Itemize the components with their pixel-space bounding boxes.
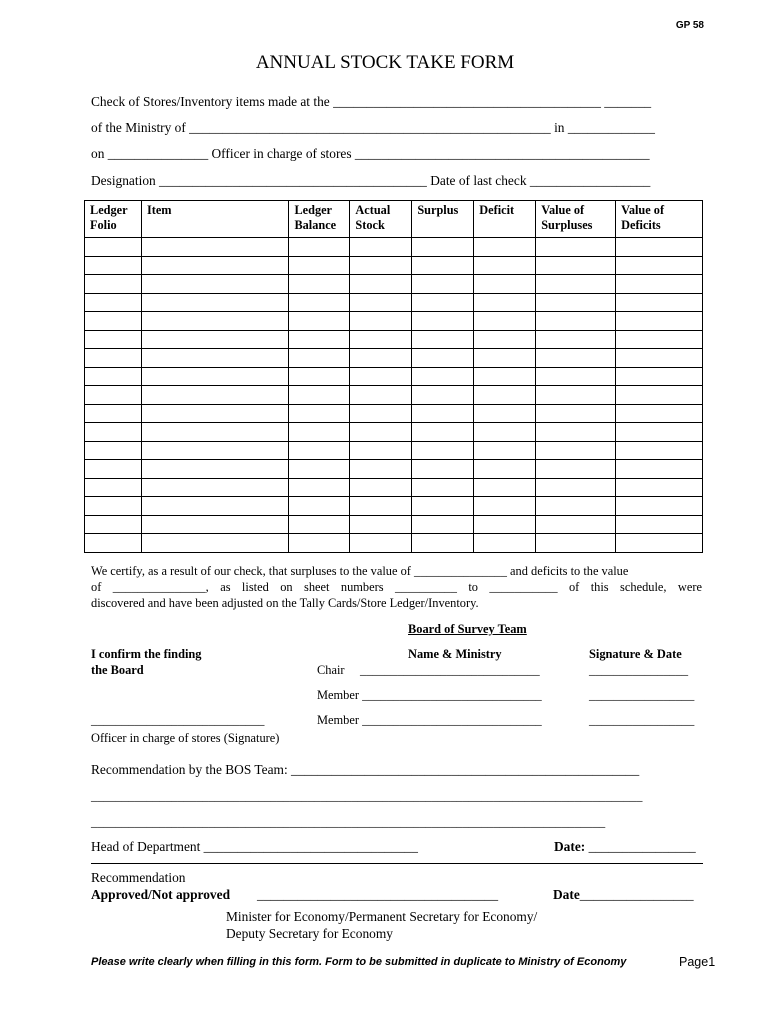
table-cell[interactable]	[141, 349, 289, 368]
table-cell[interactable]	[350, 423, 412, 442]
table-cell[interactable]	[474, 330, 536, 349]
table-cell[interactable]	[412, 404, 474, 423]
approved-label: Approved/Not approved	[91, 887, 231, 902]
table-cell[interactable]	[350, 293, 412, 312]
member2-signature-field[interactable]: _________________	[589, 713, 695, 727]
table-cell[interactable]	[141, 330, 289, 349]
table-row	[85, 497, 703, 516]
table-cell[interactable]	[350, 330, 412, 349]
col-deficit: Deficit	[474, 201, 536, 238]
col-name-ministry: Name & Ministry	[408, 647, 502, 661]
table-cell[interactable]	[474, 404, 536, 423]
footer-note: Please write clearly when filling in this form. Form to be submitted in duplicate to Ministry of Economy	[91, 956, 627, 968]
table-cell[interactable]	[289, 515, 350, 534]
member1-field[interactable]: Member _____________________________	[317, 688, 542, 702]
table-cell[interactable]	[616, 312, 703, 331]
table-cell[interactable]	[289, 478, 350, 497]
table-row	[85, 423, 703, 442]
table-cell[interactable]	[536, 367, 616, 386]
approval-date-label: Date	[553, 887, 580, 902]
approved-signature-field[interactable]: ____________________________________	[257, 887, 499, 902]
table-cell[interactable]	[412, 515, 474, 534]
officer-signature-field[interactable]: ____________________________	[91, 713, 265, 727]
table-cell[interactable]	[474, 275, 536, 294]
table-cell[interactable]	[616, 330, 703, 349]
table-row	[85, 534, 703, 553]
table-cell[interactable]	[350, 478, 412, 497]
table-cell[interactable]	[412, 238, 474, 257]
member2-field[interactable]: Member _____________________________	[317, 713, 542, 727]
section-divider	[91, 863, 703, 864]
table-cell[interactable]	[85, 330, 142, 349]
table-cell[interactable]	[141, 441, 289, 460]
table-row	[85, 349, 703, 368]
table-cell[interactable]	[85, 386, 142, 405]
bos-heading: Board of Survey Team	[408, 622, 527, 636]
table-cell[interactable]	[85, 497, 142, 516]
table-cell[interactable]	[474, 256, 536, 275]
signatory-line-2: Deputy Secretary for Economy	[226, 926, 393, 941]
recommendation-field[interactable]: Recommendation by the BOS Team: ____________________________________________________	[91, 762, 640, 777]
table-cell[interactable]	[412, 478, 474, 497]
col-surplus: Surplus	[412, 201, 474, 238]
table-cell[interactable]	[412, 386, 474, 405]
table-cell[interactable]	[141, 386, 289, 405]
table-cell[interactable]	[85, 441, 142, 460]
table-cell[interactable]	[350, 349, 412, 368]
table-cell[interactable]	[350, 256, 412, 275]
header-line-location[interactable]: Check of Stores/Inventory items made at the ________________________________________ _______	[91, 94, 652, 109]
table-cell[interactable]	[536, 330, 616, 349]
table-row	[85, 256, 703, 275]
table-cell[interactable]	[289, 534, 350, 553]
table-cell[interactable]	[350, 367, 412, 386]
table-cell[interactable]	[412, 330, 474, 349]
table-cell[interactable]	[474, 423, 536, 442]
table-cell[interactable]	[141, 515, 289, 534]
table-cell[interactable]	[616, 293, 703, 312]
hod-date-label: Date:	[554, 839, 586, 854]
table-cell[interactable]	[289, 275, 350, 294]
table-cell[interactable]	[289, 386, 350, 405]
table-cell[interactable]	[85, 478, 142, 497]
chair-signature-field[interactable]: ________________	[589, 663, 689, 677]
table-cell[interactable]	[85, 515, 142, 534]
table-cell[interactable]	[412, 423, 474, 442]
table-cell[interactable]	[141, 534, 289, 553]
table-row	[85, 238, 703, 257]
table-cell[interactable]	[616, 238, 703, 257]
table-cell[interactable]	[536, 386, 616, 405]
member1-signature-field[interactable]: _________________	[589, 688, 695, 702]
table-cell[interactable]	[289, 238, 350, 257]
table-cell[interactable]	[289, 312, 350, 331]
table-header-row	[85, 201, 703, 238]
hod-date-line[interactable]: ________________	[585, 839, 696, 854]
table-cell[interactable]	[412, 367, 474, 386]
table-cell[interactable]	[141, 460, 289, 479]
table-cell[interactable]	[474, 534, 536, 553]
table-cell[interactable]	[141, 497, 289, 516]
col-item: Item	[141, 201, 289, 238]
head-of-department-field[interactable]: Head of Department ________________________________	[91, 839, 418, 854]
table-cell[interactable]	[536, 238, 616, 257]
table-cell[interactable]	[85, 423, 142, 442]
table-cell[interactable]	[350, 275, 412, 294]
table-row	[85, 515, 703, 534]
table-cell[interactable]	[85, 460, 142, 479]
table-cell[interactable]	[350, 460, 412, 479]
page-number: Page1	[679, 955, 716, 969]
table-cell[interactable]	[412, 312, 474, 331]
form-code: GP 58	[675, 20, 704, 31]
table-cell[interactable]	[412, 534, 474, 553]
table-cell[interactable]	[412, 293, 474, 312]
table-cell[interactable]	[474, 367, 536, 386]
table-cell[interactable]	[141, 367, 289, 386]
recommendation-line-3[interactable]: ___________________________________________________________________________________	[91, 815, 606, 829]
table-cell[interactable]	[616, 367, 703, 386]
table-row	[85, 441, 703, 460]
header-line-designation[interactable]: Designation ________________________________________ Date of last check __________________	[91, 173, 651, 188]
table-cell[interactable]	[474, 515, 536, 534]
table-cell[interactable]	[289, 256, 350, 275]
table-cell[interactable]	[350, 441, 412, 460]
table-cell[interactable]	[474, 349, 536, 368]
confirm-line-1: I confirm the finding	[91, 647, 202, 661]
table-cell[interactable]	[536, 497, 616, 516]
table-row	[85, 293, 703, 312]
table-cell[interactable]	[536, 515, 616, 534]
table-cell[interactable]	[350, 386, 412, 405]
table-cell[interactable]	[616, 534, 703, 553]
table-cell[interactable]	[474, 293, 536, 312]
table-cell[interactable]	[536, 478, 616, 497]
table-cell[interactable]	[616, 515, 703, 534]
header-line-ministry[interactable]: of the Ministry of ______________________________________________________ in _____________	[91, 120, 655, 135]
certification-text	[91, 563, 702, 611]
table-cell[interactable]	[289, 460, 350, 479]
table-row	[85, 478, 703, 497]
approval-date-line[interactable]: _________________	[579, 887, 694, 902]
table-cell[interactable]	[141, 478, 289, 497]
approval-date[interactable]	[553, 887, 694, 903]
col-actual-stock: Actual Stock	[350, 201, 412, 238]
table-row	[85, 275, 703, 294]
table-cell[interactable]	[536, 349, 616, 368]
table-cell[interactable]	[289, 441, 350, 460]
officer-signature-caption: Officer in charge of stores (Signature)	[91, 731, 280, 745]
table-cell[interactable]	[616, 275, 703, 294]
table-cell[interactable]	[141, 275, 289, 294]
table-cell[interactable]	[85, 293, 142, 312]
table-cell[interactable]	[350, 312, 412, 331]
table-cell[interactable]	[536, 423, 616, 442]
table-cell[interactable]	[412, 256, 474, 275]
table-cell[interactable]	[350, 497, 412, 516]
table-row	[85, 460, 703, 479]
table-cell[interactable]	[474, 497, 536, 516]
table-cell[interactable]	[141, 312, 289, 331]
table-cell[interactable]	[85, 349, 142, 368]
table-cell[interactable]	[536, 312, 616, 331]
table-cell[interactable]	[412, 497, 474, 516]
recommendation-label: Recommendation	[91, 870, 186, 885]
table-cell[interactable]	[412, 275, 474, 294]
table-cell[interactable]	[536, 275, 616, 294]
table-cell[interactable]	[616, 460, 703, 479]
table-cell[interactable]	[616, 478, 703, 497]
table-cell[interactable]	[85, 256, 142, 275]
hod-date[interactable]	[554, 839, 696, 855]
table-cell[interactable]	[412, 460, 474, 479]
col-ledger-folio: Ledger Folio	[85, 201, 142, 238]
form-title: ANNUAL STOCK TAKE FORM	[255, 52, 515, 73]
table-cell[interactable]	[350, 238, 412, 257]
col-value-deficits: Value of Deficits	[616, 201, 703, 238]
table-cell[interactable]	[536, 256, 616, 275]
table-cell[interactable]	[141, 423, 289, 442]
table-cell[interactable]	[474, 478, 536, 497]
table-cell[interactable]	[141, 256, 289, 275]
table-row	[85, 404, 703, 423]
table-cell[interactable]	[289, 423, 350, 442]
header-line-date-officer[interactable]: on _______________ Officer in charge of stores ____________________________________________	[91, 146, 650, 161]
col-ledger-balance: Ledger Balance	[289, 201, 350, 238]
table-cell[interactable]	[289, 404, 350, 423]
table-cell[interactable]	[536, 404, 616, 423]
col-signature-date: Signature & Date	[589, 647, 682, 661]
table-cell[interactable]	[616, 423, 703, 442]
table-cell[interactable]	[289, 330, 350, 349]
table-cell[interactable]	[616, 386, 703, 405]
table-cell[interactable]	[350, 404, 412, 423]
table-cell[interactable]	[474, 460, 536, 479]
table-cell[interactable]	[85, 367, 142, 386]
table-cell[interactable]	[350, 515, 412, 534]
stock-table	[84, 200, 703, 553]
table-cell[interactable]	[474, 238, 536, 257]
table-cell[interactable]	[616, 497, 703, 516]
recommendation-line-2[interactable]: _________________________________________________________________________________________	[91, 789, 643, 803]
table-cell[interactable]	[289, 349, 350, 368]
table-cell[interactable]	[616, 441, 703, 460]
table-cell[interactable]	[85, 275, 142, 294]
cert-line-3: discovered and have been adjusted on the Tally Cards/Store Ledger/Inventory.	[91, 596, 479, 610]
table-row	[85, 330, 703, 349]
table-cell[interactable]	[141, 238, 289, 257]
table-cell[interactable]	[85, 312, 142, 331]
table-cell[interactable]	[85, 238, 142, 257]
table-cell[interactable]	[536, 293, 616, 312]
table-cell[interactable]	[141, 293, 289, 312]
table-cell[interactable]	[616, 349, 703, 368]
table-cell[interactable]	[474, 312, 536, 331]
table-cell[interactable]	[289, 293, 350, 312]
table-cell[interactable]	[141, 404, 289, 423]
table-row	[85, 312, 703, 331]
table-cell[interactable]	[474, 386, 536, 405]
table-cell[interactable]	[536, 441, 616, 460]
table-cell[interactable]	[616, 256, 703, 275]
table-cell[interactable]	[85, 404, 142, 423]
signatory-line-1: Minister for Economy/Permanent Secretary for Economy/	[226, 909, 538, 924]
table-cell[interactable]	[412, 441, 474, 460]
confirm-line-2: the Board	[91, 663, 144, 677]
col-value-surpluses: Value of Surpluses	[536, 201, 616, 238]
cert-line-2[interactable]: of _______________, as listed on sheet numbers __________ to ___________ of this schedule, were	[91, 580, 702, 594]
cert-line-1[interactable]: We certify, as a result of our check, that surpluses to the value of _______________ and deficits to the value	[91, 564, 629, 578]
table-cell[interactable]	[289, 497, 350, 516]
table-cell[interactable]	[474, 441, 536, 460]
table-cell[interactable]	[412, 349, 474, 368]
table-cell[interactable]	[85, 534, 142, 553]
table-cell[interactable]	[350, 534, 412, 553]
table-cell[interactable]	[616, 404, 703, 423]
table-row	[85, 367, 703, 386]
table-cell[interactable]	[536, 534, 616, 553]
table-cell[interactable]	[536, 460, 616, 479]
table-row	[85, 386, 703, 405]
chair-field[interactable]: Chair _____________________________	[317, 663, 540, 677]
table-cell[interactable]	[289, 367, 350, 386]
